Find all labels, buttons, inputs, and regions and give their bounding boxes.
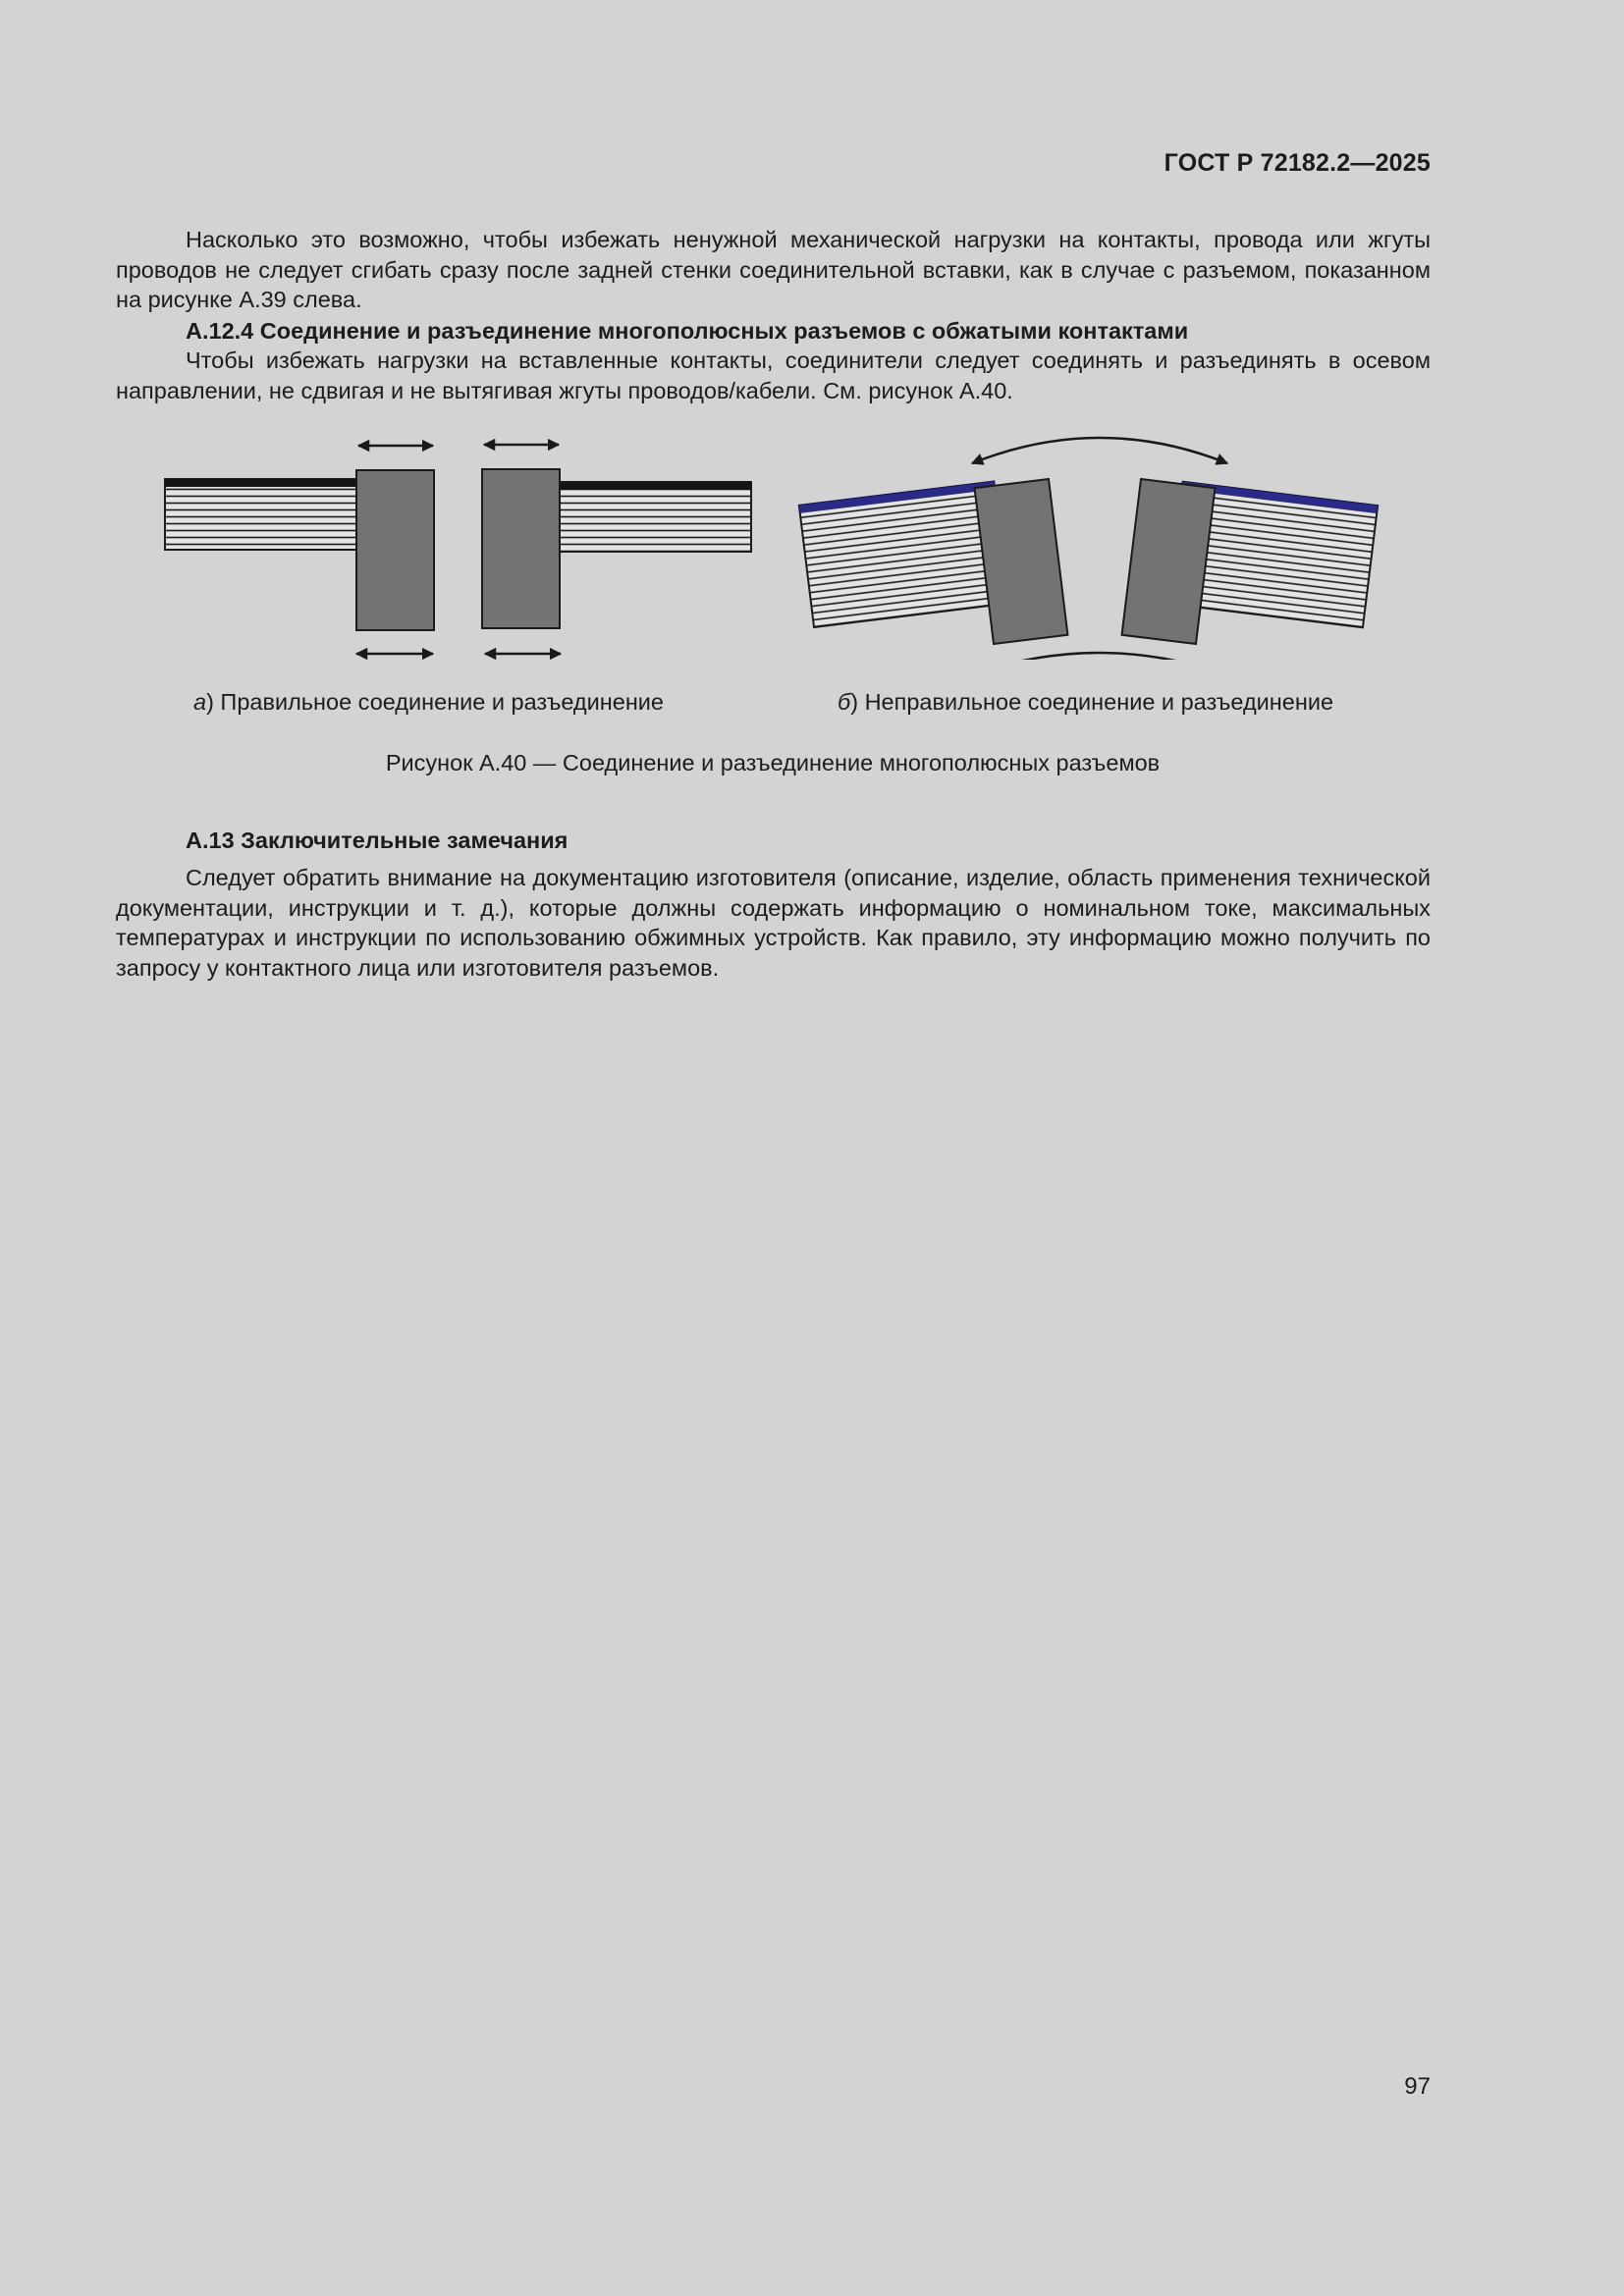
paragraph-bending-advice: Насколько это возможно, чтобы избежать ненужной механической нагрузки на контакты, провода или жгуты проводов не следует сгибать сразу после задней стенки соединительной вставки, как в случае с разъемом, показанном на рисунке А.39 слева. bbox=[116, 227, 1431, 312]
right-ribbon-cable bbox=[558, 482, 751, 552]
left-connector-block bbox=[975, 479, 1068, 644]
correct-connection-diagram bbox=[165, 445, 751, 654]
subfigure-a-caption bbox=[193, 687, 664, 717]
paragraph-axial-connection: Чтобы избежать нагрузки на вставленные контакты, соединители следует соединять и разъединять в осевом направлении, не сдвигая и не вытягивая жгуты проводов/кабели. См. рисунок А.40. bbox=[116, 347, 1431, 403]
incorrect-connection-diagram bbox=[799, 438, 1378, 660]
subfigure-a-text: ) Правильное соединение и разъединение bbox=[206, 689, 664, 715]
right-connector-block bbox=[1122, 479, 1216, 644]
left-ribbon-cable bbox=[165, 479, 359, 550]
left-connector-block bbox=[356, 470, 434, 630]
right-connector-block bbox=[482, 469, 560, 628]
paragraph-manufacturer-docs: Следует обратить внимание на документацию изготовителя (описание, изделие, область применения технической документации, инструкции и т. д.), которые должны содержать информацию о номинальном токе, максимальных температурах и инструкции по использованию обжимных устройств. Как правило, эту информацию можно получить по запросу у контактного лица или изготовителя разъемов. bbox=[116, 865, 1431, 981]
section-heading-a13: А.13 Заключительные замечания bbox=[186, 828, 568, 853]
subfigure-b-caption bbox=[838, 687, 1333, 717]
document-number-header: ГОСТ Р 72182.2—2025 bbox=[1164, 149, 1431, 177]
subfigure-a-letter: а bbox=[193, 689, 207, 715]
curved-double-arrow-icon bbox=[972, 438, 1227, 463]
subfigure-b-text: ) Неправильное соединение и разъединение bbox=[850, 689, 1334, 715]
section-heading-a12-4: А.12.4 Соединение и разъединение многополюсных разъемов с обжатыми контактами bbox=[186, 318, 1189, 344]
subfigure-b-letter: б bbox=[838, 689, 851, 715]
figure-a40-diagram bbox=[157, 424, 1394, 660]
page-number: 97 bbox=[1404, 2073, 1431, 2100]
curved-double-arrow-icon bbox=[988, 653, 1210, 660]
figure-caption: Рисунок А.40 — Соединение и разъединение многополюсных разъемов bbox=[385, 750, 1161, 775]
